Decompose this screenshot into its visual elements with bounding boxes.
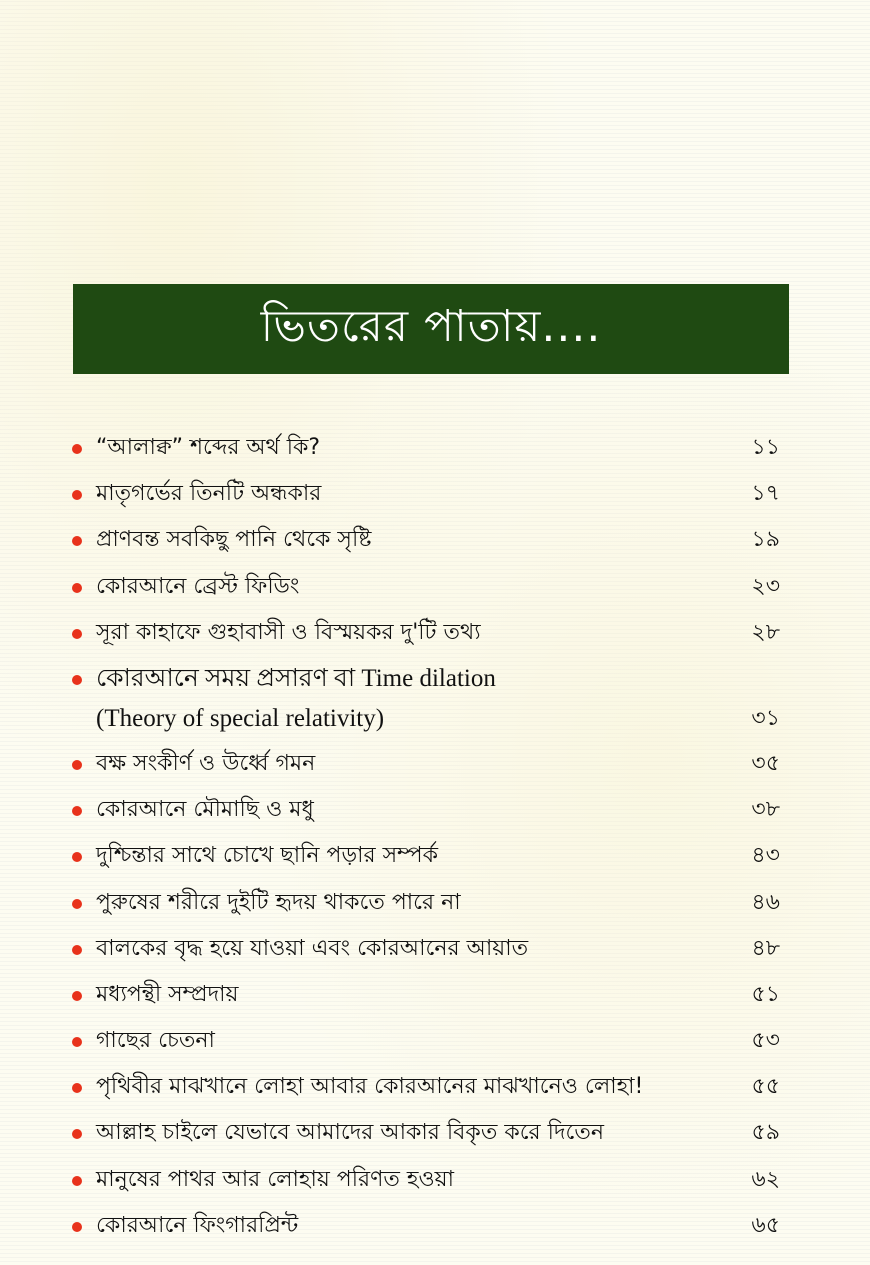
bullet-icon [72,629,82,639]
toc-entry-title: আল্লাহ চাইলে যেভাবে আমাদের আকার বিকৃত করে দিতেন [96,1120,604,1146]
toc-entry-page: ৬২ [751,1166,780,1192]
bullet-icon [72,945,82,955]
toc-entry [72,1021,782,1067]
toc-entry [72,1067,782,1113]
toc-entry [72,929,782,975]
toc-entry-title: পুরুষের শরীরে দুইটি হৃদয় থাকতে পারে না [96,889,461,915]
toc-entry-page: ৩১ [751,705,780,731]
toc-entry [72,520,782,566]
toc-entry-title: গাছের চেতনা [96,1028,215,1054]
toc-entry-page: ১৯ [751,527,780,553]
contents-title-banner [73,284,789,374]
toc-entry-title: বালকের বৃদ্ধ হয়ে যাওয়া এবং কোরআনের আয়াত [96,935,529,961]
toc-entry [72,428,782,474]
bullet-icon [72,760,82,770]
toc-entry [72,836,782,882]
toc-entry [72,975,782,1021]
toc-entry [72,883,782,929]
toc-entry [72,474,782,520]
toc-entry-title: কোরআনে মৌমাছি ও মধু [96,797,314,823]
toc-entry-page: ৩৫ [751,750,780,776]
toc-entry-title: কোরআনে ব্রেস্ট ফিডিং [96,573,300,599]
bullet-icon [72,991,82,1001]
toc-entry-page: ৫৯ [751,1120,780,1146]
toc-entry-title: প্রাণবন্ত সবকিছু পানি থেকে সৃষ্টি [96,527,372,553]
bullet-icon [72,899,82,909]
bullet-icon [72,1129,82,1139]
toc-entry-page: ৫৫ [751,1074,780,1100]
bullet-icon [72,806,82,816]
bullet-icon [72,852,82,862]
bullet-icon [72,444,82,454]
toc-entry [72,613,782,659]
toc-entry-page: ৪৩ [751,843,780,869]
bullet-icon [72,536,82,546]
toc-entry [72,790,782,836]
toc-entry [72,1160,782,1206]
toc-entry [72,744,782,790]
toc-entry-title: বক্ষ সংকীর্ণ ও উর্ধ্বে গমন [96,750,316,776]
bullet-icon [72,583,82,593]
toc-entry-page: ২৮ [751,619,780,645]
toc-entry-title: “আলাক্ব” শব্দের অর্থ কি? [96,435,321,460]
toc-entry-page: ৪৮ [751,935,780,961]
toc-entry-page: ৫১ [751,981,780,1007]
toc-entry-title: মানুষের পাথর আর লোহায় পরিণত হওয়া [96,1166,455,1192]
toc-entry [72,1206,782,1252]
toc-entry-page: ৬৫ [751,1212,780,1238]
toc-entry [72,1113,782,1159]
toc-entry-page: ২৩ [751,573,780,599]
toc-entry [72,567,782,613]
toc-entry-title: সূরা কাহাফে গুহাবাসী ও বিস্ময়কর দু'টি তথ্য [96,619,481,645]
toc-entry-title: কোরআনে ফিংগারপ্রিন্ট [96,1212,299,1238]
bullet-icon [72,1222,82,1232]
toc-entry-title: মধ্যপন্থী সম্প্রদায় [96,981,239,1007]
bullet-icon [72,1083,82,1093]
toc-entry [72,659,782,744]
bullet-icon [72,675,82,685]
toc-entry-title: মাতৃগর্ভের তিনটি অন্ধকার [96,481,322,507]
toc-entry-page: ৫৩ [751,1028,780,1054]
contents-title: ভিতরের পাতায়.... [260,300,602,352]
toc-entry-title: দুশ্চিন্তার সাথে চোখে ছানি পড়ার সম্পর্ক [96,843,439,869]
toc-entry-page: ১৭ [751,481,780,507]
bullet-icon [72,1176,82,1186]
toc-entry-page: ১১ [751,435,780,460]
toc-entry-title-line2: (Theory of special relativity) [96,704,385,732]
bullet-icon [72,1037,82,1047]
bullet-icon [72,490,82,500]
toc-entry-page: ৪৬ [751,889,780,915]
toc-entry-page: ৩৮ [751,797,780,823]
table-of-contents [72,428,782,1252]
toc-entry-title: পৃথিবীর মাঝখানে লোহা আবার কোরআনের মাঝখানেও লোহা! [96,1074,644,1100]
toc-entry-title: কোরআনে সময় প্রসারণ বা Time dilation [96,664,496,692]
